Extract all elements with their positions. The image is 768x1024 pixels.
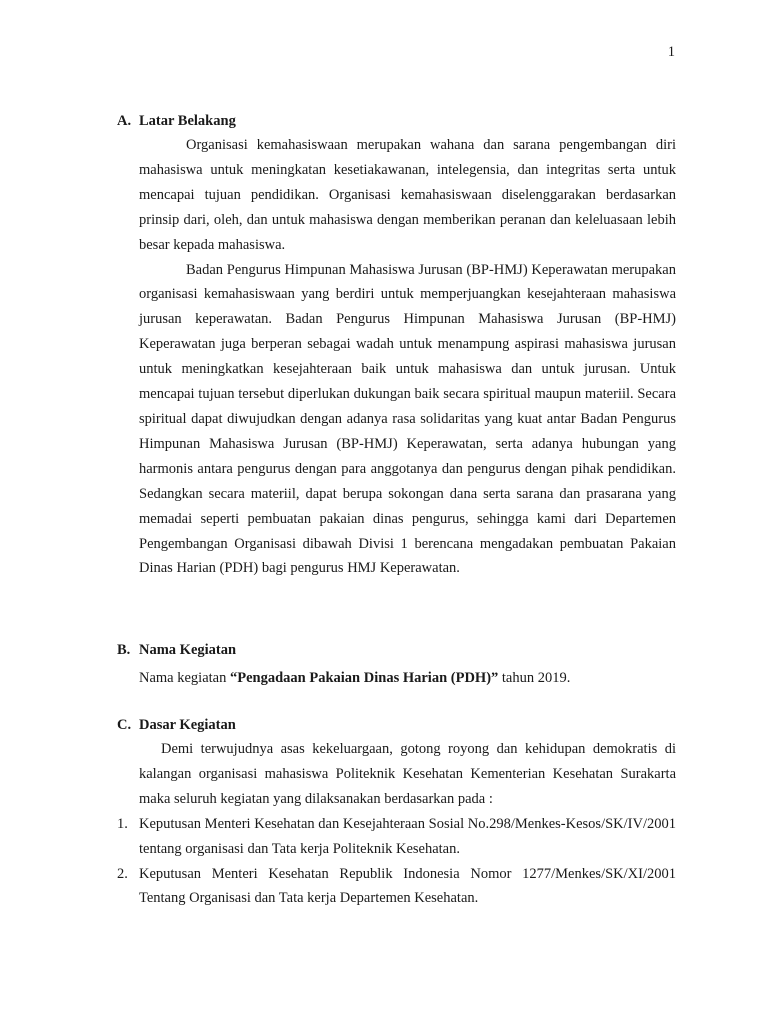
section-body [139, 666, 676, 690]
list-item [117, 812, 676, 862]
section-latar-belakang [117, 109, 676, 581]
section-heading [117, 638, 676, 662]
activity-name-suffix: tahun 2019. [498, 670, 571, 686]
section-title: Latar Belakang [139, 113, 236, 129]
list-item [117, 862, 676, 912]
page-number: 1 [667, 44, 675, 60]
list-item-text: Keputusan Menteri Kesehatan Republik Indonesia Nomor 1277/Menkes/SK/XI/2001 Tentang Organisasi dan Tata kerja Departemen Kesehatan. [139, 865, 676, 907]
section-dasar-kegiatan [117, 713, 676, 911]
list-item-number: 1. [117, 815, 128, 832]
section-title: Nama Kegiatan [139, 642, 237, 658]
section-nama-kegiatan [117, 638, 676, 690]
section-body [139, 133, 676, 581]
list-item-text: Keputusan Menteri Kesehatan dan Kesejahteraan Sosial No.298/Menkes-Kesos/SK/IV/2001 tentang organisasi dan Tata kerja Politeknik Kesehatan. [139, 815, 676, 857]
activity-name-title: “Pengadaan Pakaian Dinas Harian (PDH)” [230, 670, 499, 686]
section-letter: B. [117, 642, 131, 658]
paragraph: Badan Pengurus Himpunan Mahasiswa Jurusan (BP-HMJ) Keperawatan merupakan organisasi kemahasiswaan yang berdiri untuk memperjuangkan kesejahteraan mahasiswa jurusan keperawatan. Badan Pengurus Himpunan Mahasiswa Jurusan (BP-HMJ) Keperawatan juga berperan sebagai wadah untuk menampung aspirasi mahasiswa jurusan untuk meningkatkan kesejahteraan baik untuk mahasiswa dan untuk jurusan. Untuk mencapai tujuan tersebut diperlukan dukungan baik secara spiritual maupun materiil. Secara spiritual dapat diwujudkan dengan adanya rasa solidaritas yang kuat antar Badan Pengurus Himpunan Mahasiswa Jurusan (BP-HMJ) Keperawatan, serta adanya hubungan yang harmonis antara pengurus dengan para anggotanya dan pengurus dengan pihak pendidikan. Sedangkan secara materiil, dapat berupa sokongan dana serta sarana dan prasarana yang memadai seperti pembuatan pakaian dinas pengurus, sehingga kami dari Departemen Pengembangan Organisasi dibawah Divisi 1 berencana mengadakan pembuatan Pakaian Dinas Harian (PDH) bagi pengurus HMJ Keperawatan. [139, 261, 676, 577]
legal-basis-list [117, 812, 676, 912]
paragraph: Organisasi kemahasiswaan merupakan wahana dan sarana pengembangan diri mahasiswa untuk meningkatan kesetiakawanan, intelegensia, dan integritas serta untuk mencapai tujuan pendidikan. Organisasi kemahasiswaan diselenggarakan berdasarkan prinsip dari, oleh, dan untuk mahasiswa dengan memberikan peranan dan keleluasaan lebih besar kepada mahasiswa. [139, 137, 676, 253]
section-title: Dasar Kegiatan [139, 717, 236, 733]
section-heading [117, 109, 676, 133]
section-body [117, 737, 676, 911]
list-item-number: 2. [117, 865, 128, 882]
section-heading [117, 713, 676, 737]
paragraph: Demi terwujudnya asas kekeluargaan, gotong royong dan kehidupan demokratis di kalangan organisasi mahasiswa Politeknik Kesehatan Kementerian Kesehatan Surakarta maka seluruh kegiatan yang dilaksanakan berdasarkan pada : [139, 741, 676, 807]
section-letter: C. [117, 717, 132, 733]
activity-name-prefix: Nama kegiatan [139, 670, 230, 686]
section-letter: A. [117, 113, 132, 129]
activity-name-text [139, 666, 676, 690]
